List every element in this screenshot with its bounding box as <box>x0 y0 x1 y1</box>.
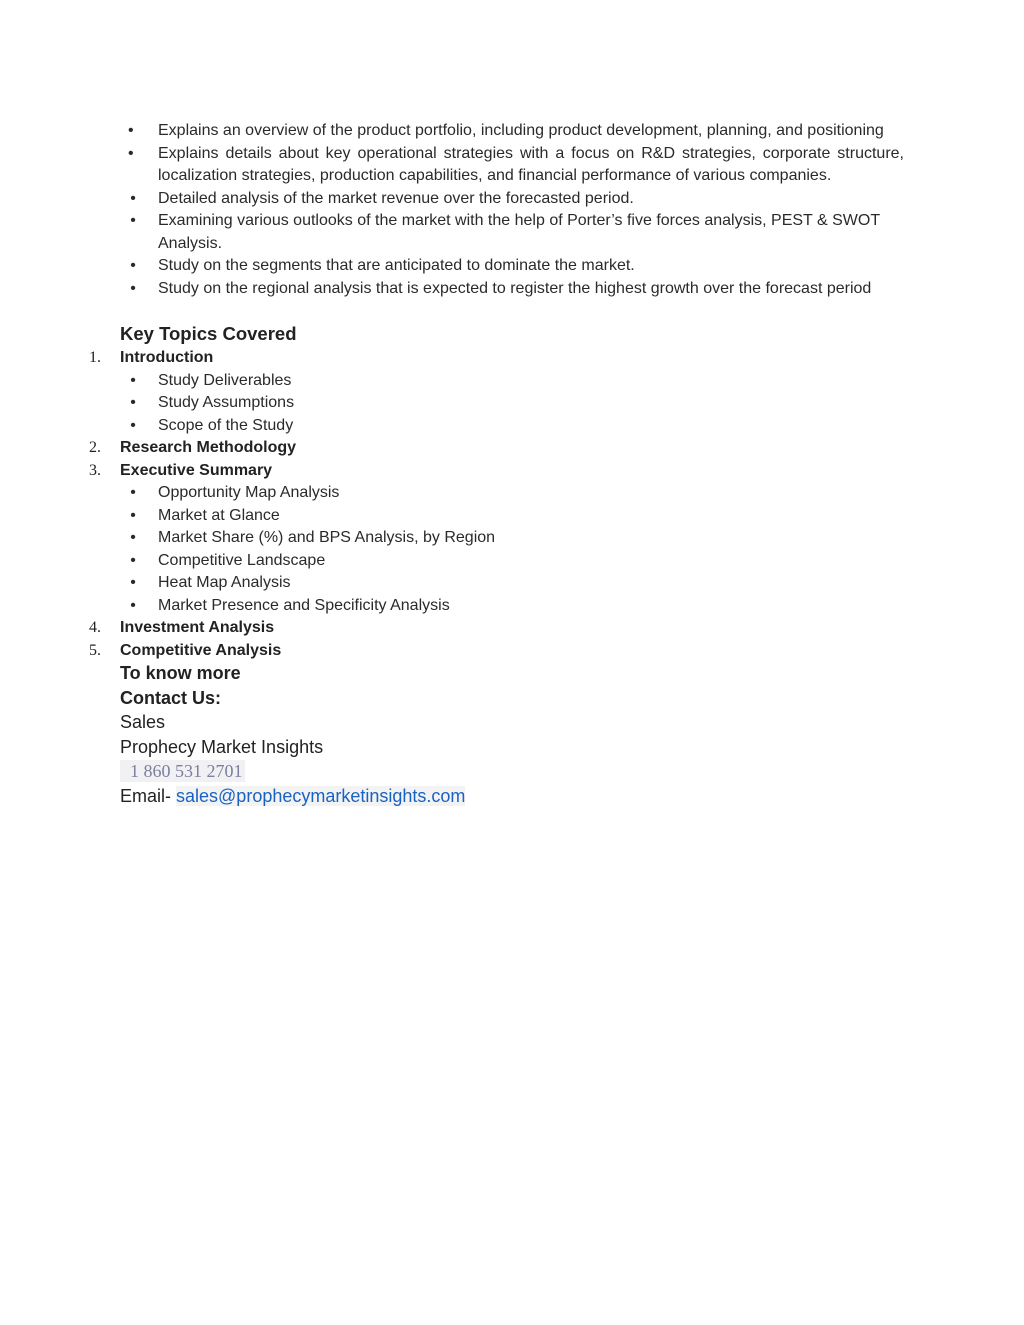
bullet-icon: • <box>130 371 136 389</box>
bullet-icon: • <box>130 394 136 411</box>
bullet-icon: • <box>130 416 136 434</box>
bullet-item <box>0 120 904 143</box>
toc-section-title: Executive Summary <box>120 461 273 479</box>
toc-section-title: Research Methodology <box>120 439 297 456</box>
toc-subitem <box>0 527 1024 550</box>
bullet-text: Explains details about key operational strategies with a focus on R&D strategies, corporate structure, localization strategies, production capabilities, and financial performance of various companies. <box>158 144 904 184</box>
toc-subitem-text: Heat Map Analysis <box>158 574 291 591</box>
email-link[interactable]: sales@prophecymarketinsights.com <box>176 785 466 806</box>
bullet-icon: • <box>130 596 136 614</box>
toc-subitem-text: Market Share (%) and BPS Analysis, by Region <box>158 529 496 546</box>
know-more-heading: To know more <box>120 663 241 683</box>
contact-block <box>120 661 465 808</box>
toc-subitem <box>0 482 1024 505</box>
toc-section <box>0 437 1024 460</box>
toc-subitem <box>0 370 1024 393</box>
toc-subitem-text: Market Presence and Specificity Analysis <box>158 596 450 614</box>
toc-subitem <box>0 572 1024 595</box>
sales-label: Sales <box>120 712 166 732</box>
bullet-icon: • <box>130 279 136 297</box>
email-row <box>120 784 465 809</box>
toc-subitem-text: Study Assumptions <box>158 394 295 411</box>
toc-subitem-text: Market at Glance <box>158 506 280 524</box>
company-name: Prophecy Market Insights <box>120 736 324 757</box>
toc-subitem-text: Study Deliverables <box>158 371 292 389</box>
bullet-icon: • <box>128 122 134 139</box>
toc-number: 1. <box>89 349 101 366</box>
table-of-contents <box>0 347 1024 662</box>
toc-subitem-text: Opportunity Map Analysis <box>158 484 340 501</box>
toc-section <box>0 460 1024 483</box>
toc-subitem <box>0 550 1024 573</box>
toc-subitem <box>0 505 1024 528</box>
toc-section <box>0 640 1024 663</box>
toc-section-title: Introduction <box>120 349 214 366</box>
bullet-text: Study on the regional analysis that is expected to register the highest growth over the forecast period <box>158 279 872 297</box>
toc-section <box>0 347 1024 370</box>
toc-section <box>0 617 1024 640</box>
bullet-item <box>0 278 904 301</box>
toc-subitem-text: Competitive Landscape <box>158 551 326 569</box>
bullet-text: Detailed analysis of the market revenue over the forecasted period. <box>158 189 634 207</box>
bullet-icon: • <box>130 212 136 229</box>
bullet-icon: • <box>130 257 136 274</box>
email-label: Email- <box>120 785 177 806</box>
toc-section-title: Investment Analysis <box>120 619 275 636</box>
bullet-item <box>0 188 904 211</box>
bullet-text: Examining various outlooks of the market with the help of Porter’s five forces analysis, PEST & SWOT Analysis. <box>158 212 880 252</box>
toc-section-title: Competitive Analysis <box>120 641 282 659</box>
toc-number: 2. <box>89 439 101 456</box>
key-topics-heading: Key Topics Covered <box>120 323 297 344</box>
toc-number: 3. <box>89 461 101 479</box>
feature-bullet-list <box>0 120 1024 300</box>
bullet-item <box>0 143 904 188</box>
bullet-icon: • <box>130 189 136 207</box>
bullet-icon: • <box>130 484 136 501</box>
phone-row <box>120 759 465 784</box>
bullet-icon: • <box>128 144 134 162</box>
bullet-item <box>0 210 904 255</box>
toc-subitem-text: Scope of the Study <box>158 416 294 434</box>
toc-subitem <box>0 595 1024 618</box>
bullet-item <box>0 255 904 278</box>
toc-number: 4. <box>89 619 101 636</box>
bullet-icon: • <box>130 574 136 591</box>
contact-us-heading: Contact Us: <box>120 687 222 708</box>
bullet-text: Study on the segments that are anticipated to dominate the market. <box>158 257 635 274</box>
phone-number[interactable]: 1 860 531 2701 <box>120 760 245 782</box>
toc-subitem <box>0 392 1024 415</box>
bullet-icon: • <box>130 506 136 524</box>
bullet-text: Explains an overview of the product portfolio, including product development, planning, and positioning <box>158 122 884 139</box>
bullet-icon: • <box>130 529 136 546</box>
bullet-icon: • <box>130 551 136 569</box>
toc-number: 5. <box>89 641 101 659</box>
toc-subitem <box>0 415 1024 438</box>
